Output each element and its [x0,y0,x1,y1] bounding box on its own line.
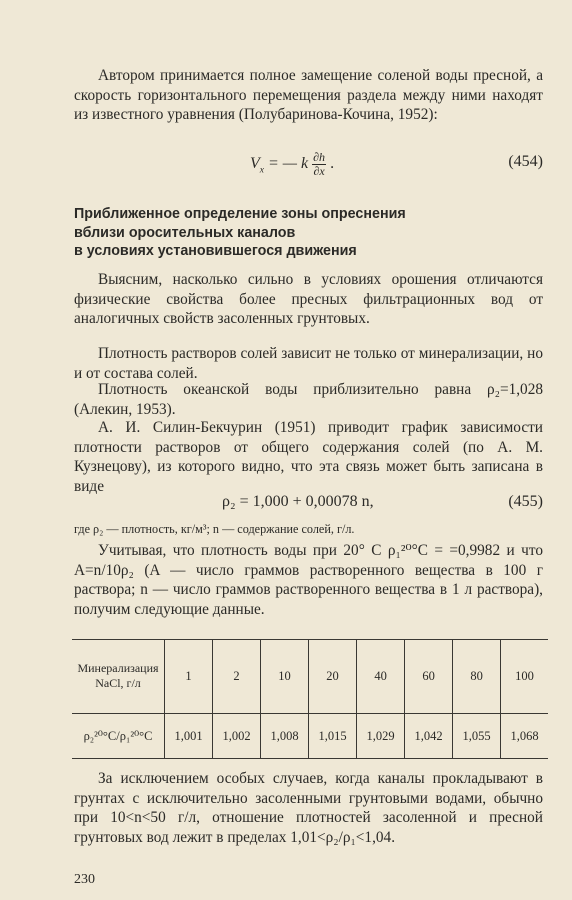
table-value-row [72,714,548,759]
paragraph-conclusion: За исключением особых случаев, когда каналы прокладывают в грунтах с исключительно засоленными грунтовыми водами, обычно при 10<n<50 г/л, отношение плотностей засоленной и пресной грунтовых вод лежит в пределах 1,01<ρ₂/ρ₁<1,04. [74,770,543,846]
table-cell: 1,068 [501,714,548,759]
table-col-4: 20 [309,639,357,714]
table-col-1: 1 [165,639,213,714]
equation-455 [74,491,543,521]
table-col-2: 2 [213,639,261,714]
table-header-label: Минерализация NaCl, г/л [72,639,165,714]
table-cell: 1,001 [165,714,213,759]
table-cell: 1,002 [213,714,261,759]
table-cell: 1,015 [309,714,357,759]
table-cell: 1,029 [357,714,405,759]
equation-note: где ρ₂ — плотность, кг/м³; n — содержание солей, г/л. [74,522,355,536]
table-col-8: 100 [501,639,548,714]
equation-455-number: (455) [508,493,543,510]
page-number: 230 [74,872,95,887]
paragraph-properties: Выясним, насколько сильно в условиях орошения отличаются физические свойства более пресных фильтрационных вод от аналогичных свойств засоленных грунтовых. [74,271,543,327]
density-table [72,639,548,758]
section-heading-line2: вблизи оросительных каналов [74,224,296,241]
table-cell: 1,042 [405,714,453,759]
table-cell: 1,055 [453,714,501,759]
table-bottom-rule [72,758,548,759]
paragraph-silin: А. И. Силин-Бекчурин (1951) приводит график зависимости плотности растворов от общего содержания солей (по А. М. Кузнецову), из которого видно, что эта связь может быть записана в виде [74,419,543,495]
table-col-5: 40 [357,639,405,714]
table-col-3: 10 [261,639,309,714]
section-heading-line1: Приближенное определение зоны опреснения [74,206,406,222]
equation-454-number: (454) [508,153,543,170]
table-col-6: 60 [405,639,453,714]
section-heading-line3: в условиях установившегося движения [74,243,357,259]
paragraph-density-salts: Плотность растворов солей зависит не только от минерализации, но и от состава солей. [74,345,543,382]
equation-454-formula: $V_x$ = — k $\frac{\partial h}{\partial x}$ . [250,150,335,178]
equation-455-formula: ρ₂ = 1,000 + 0,00078 n, [222,493,374,510]
table-row-label: ρ₂²⁰°C/ρ₁²⁰°C [83,729,153,743]
section-heading [74,205,543,261]
table-header-row [72,639,548,714]
table-col-7: 80 [453,639,501,714]
equation-454 [74,147,543,177]
paragraph-ocean-density: Плотность океанской воды приблизительно равна ρ₂=1,028 (Алекин, 1953). [74,381,543,418]
paragraph-considering: Учитывая, что плотность воды при 20° C ρ₁²⁰°C = =0,9982 и что A=n/10ρ₂ (A — число граммов растворенного вещества в 100 г раствора; n — число граммов растворенного вещества в 1 л раствора), получим следующие данные. [74,542,543,618]
paragraph-intro: Автором принимается полное замещение соленой воды пресной, а скорость горизонтального перемещения раздела между ними находят из известного уравнения (Полубаринова-Кочина, 1952): [74,67,543,123]
table-cell: 1,008 [261,714,309,759]
